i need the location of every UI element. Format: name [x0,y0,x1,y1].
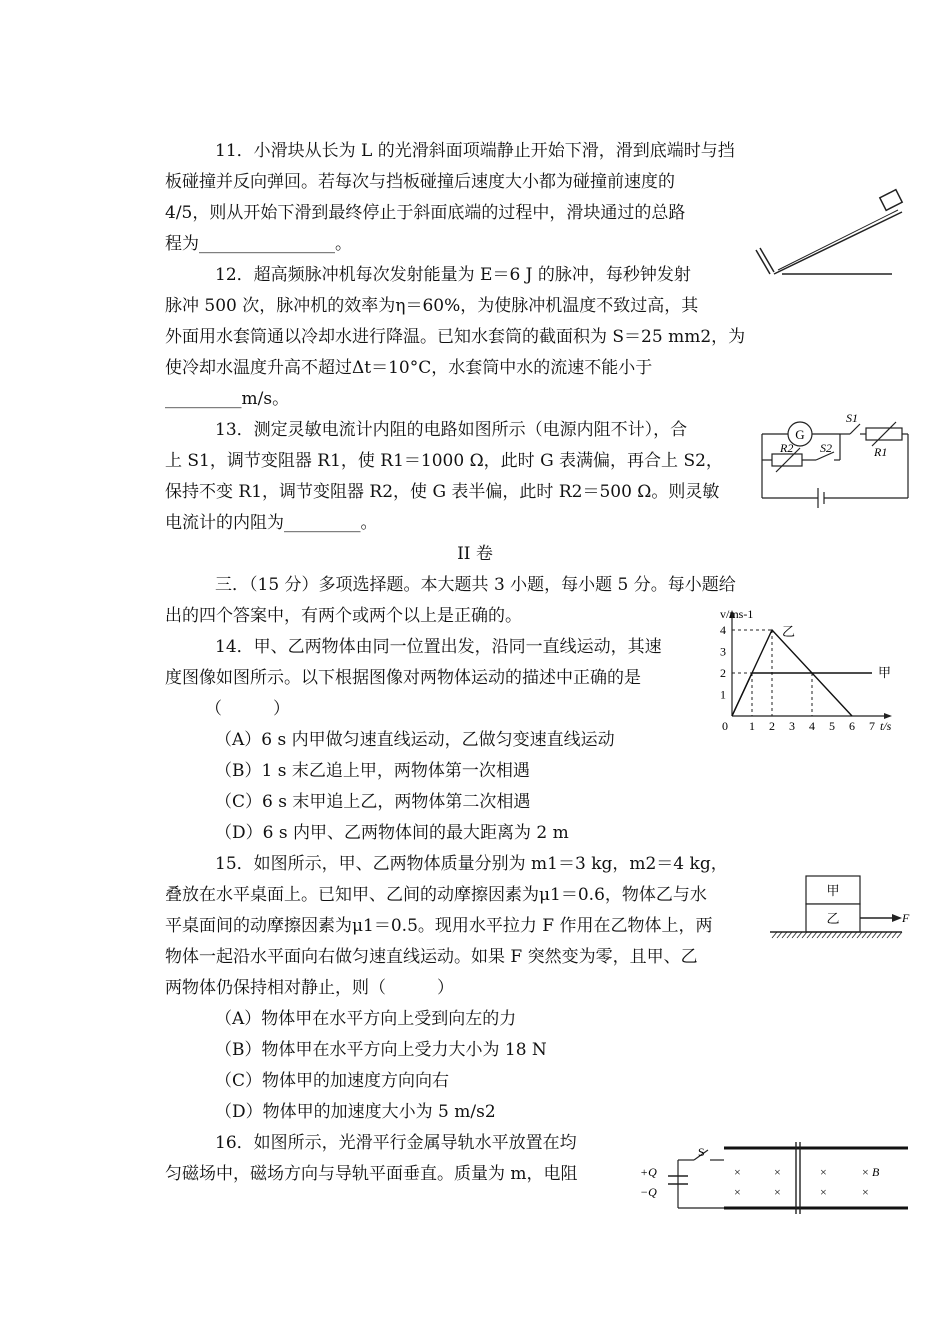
q14-option-b: （B）1 s 末乙追上甲，两物体第一次相遇 [215,761,530,781]
block-bottom-label: 乙 [826,912,840,927]
rail-figure [638,1132,918,1222]
q14-option-a: （A）6 s 内甲做匀速直线运动，乙做匀变速直线运动 [215,730,615,750]
r1-label: R1 [874,445,888,459]
y-axis-label: v/ms-1 [720,607,754,621]
x-tick-label: 1 [749,719,755,733]
q15-line-4: 物体一起沿水平面向右做匀速直线运动。如果 F 突然变为零，且甲、乙 [165,947,698,967]
blocks-figure [768,870,918,950]
r2-label: R2 [780,441,794,455]
q16-line-2: 匀磁场中，磁场方向与导轨平面垂直。质量为 m，电阻 [165,1164,578,1184]
field-cross-5: × [734,1185,741,1199]
q14-option-d: （D）6 s 内甲、乙两物体间的最大距离为 2 m [215,823,569,843]
x-tick-label: 7 [869,719,875,733]
velocity-chart [714,602,924,742]
q12-line-5: _________m/s。 [165,389,290,409]
y-tick-label: 4 [720,623,726,637]
q14-line-3: （ ） [205,699,290,719]
x-axis-label: t/s [880,719,892,733]
q15-line-5: 两物体仍保持相对静止，则（ ） [165,978,454,998]
plus-q-label: +Q [640,1165,657,1179]
galvanometer-label: G [795,427,805,442]
field-cross-7: × [820,1185,827,1199]
field-cross-8: × [862,1185,869,1199]
y-tick-label: 1 [720,687,726,702]
q15-line-3: 平桌面间的动摩擦因素为μ1＝0.5。现用水平拉力 F 作用在乙物体上，两 [165,916,713,936]
q15-line-2: 叠放在水平桌面上。已知甲、乙间的动摩擦因素为μ1＝0.6，物体乙与水 [165,885,707,905]
q16-line-1: 16．如图所示，光滑平行金属导轨水平放置在均 [215,1133,577,1153]
block-top-label: 甲 [826,884,840,899]
q14-option-c: （C）6 s 末甲追上乙，两物体第二次相遇 [215,792,531,812]
force-arrow-icon [892,914,902,922]
field-cross-6: × [774,1185,781,1199]
q12-line-4: 使冷却水温度升高不超过Δt＝10°C，水套筒中水的流速不能小于 [165,358,653,378]
q13-line-2: 上 S1，调节变阻器 R1，使 R1＝1000 Ω，此时 G 表满偏，再合上 S2， [165,451,723,471]
s2-label: S2 [820,441,832,455]
q12-line-2: 脉冲 500 次，脉冲机的效率为η＝60%，为使脉冲机温度不致过高，其 [165,296,699,316]
y-tick-label: 3 [720,644,726,659]
minus-q-label: −Q [640,1185,657,1199]
field-cross-4: × [862,1165,869,1179]
series-line-0 [732,673,872,716]
q12-line-3: 外面用水套筒通以冷却水进行降温。已知水套筒的截面积为 S＝25 mm2，为 [165,327,746,347]
q15-line-1: 15．如图所示，甲、乙两物体质量分别为 m1＝3 kg，m2＝4 kg， [215,854,728,874]
q14-line-2: 度图像如图所示。以下根据图像对两物体运动的描述中正确的是 [165,668,641,688]
q12-line-1: 12．超高频脉冲机每次发射能量为 E＝6 J 的脉冲，每秒钟发射 [215,265,691,285]
x-tick-label: 6 [849,719,855,733]
q11-line-4: 程为________________。 [165,234,352,254]
q15-option-b: （B）物体甲在水平方向上受力大小为 18 N [215,1040,547,1060]
circuit-figure [760,412,920,512]
q11-line-2: 板碰撞并反向弹回。若每次与挡板碰撞后速度大小都为碰撞前速度的 [165,172,675,192]
field-cross-1: × [734,1165,741,1179]
q11-line-3: 4/5，则从开始下滑到最终停止于斜面底端的过程中，滑块通过的总路 [165,203,686,223]
part3-line-1: 三．（15 分）多项选择题。本大题共 3 小题，每小题 5 分。每小题给 [215,575,736,595]
series-label-yi: 乙 [782,625,796,640]
section-title: II 卷 [457,544,493,564]
series-label-jia: 甲 [878,666,892,681]
x-tick-label: 4 [809,719,815,733]
x-tick-label: 2 [769,719,775,733]
q11-line-1: 11．小滑块从长为 L 的光滑斜面项端静止开始下滑，滑到底端时与挡 [215,141,735,161]
q15-option-c: （C）物体甲的加速度方向向右 [215,1071,450,1091]
incline-figure [752,190,932,290]
q15-option-d: （D）物体甲的加速度大小为 5 m/s2 [215,1102,496,1122]
q13-line-3: 保持不变 R1，调节变阻器 R2，使 G 表半偏，此时 R2＝500 Ω。则灵敏 [165,482,720,502]
field-label: B [872,1165,880,1179]
field-cross-2: × [774,1165,781,1179]
x-tick-label: 3 [789,719,795,733]
s1-label: S1 [846,411,858,425]
q15-option-a: （A）物体甲在水平方向上受到向左的力 [215,1009,517,1029]
field-cross-3: × [820,1165,827,1179]
switch-label: S [698,1145,705,1159]
q13-line-1: 13．测定灵敏电流计内阻的电路如图所示（电源内阻不计），合 [215,420,688,440]
x-tick-label: 0 [722,719,728,733]
q13-line-4: 电流计的内阻为_________。 [165,513,378,533]
q14-line-1: 14．甲、乙两物体由同一位置出发，沿同一直线运动，其速 [215,637,662,657]
part3-line-2: 出的四个答案中，有两个或两个以上是正确的。 [165,606,522,626]
y-tick-label: 2 [720,666,726,680]
force-label: F [902,911,910,925]
x-tick-label: 5 [829,719,835,733]
